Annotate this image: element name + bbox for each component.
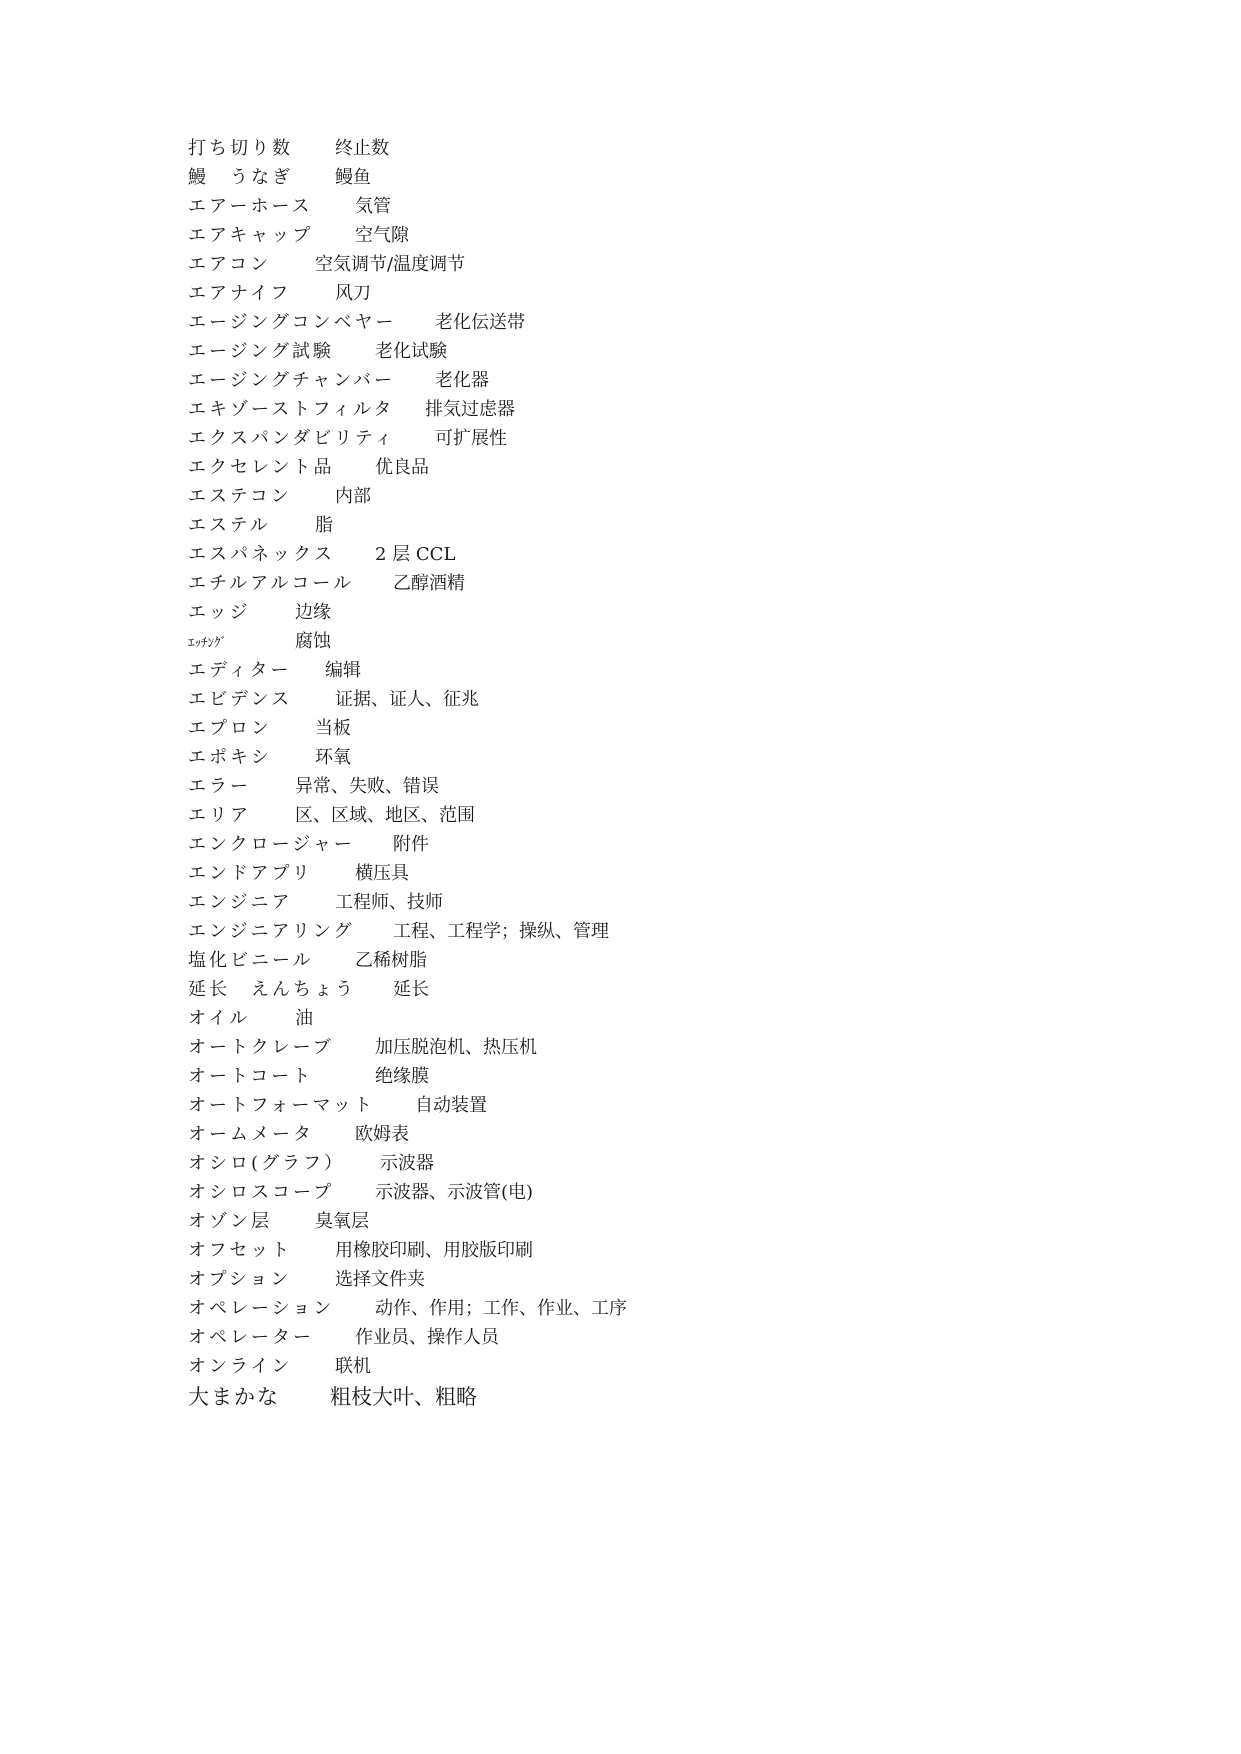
glossary-entry	[188, 1091, 487, 1121]
entry-term: オイル	[188, 1008, 251, 1029]
entry-term: オートコート	[188, 1066, 314, 1087]
entry-term: エージングチャンバー	[188, 370, 396, 391]
entry-term: オフセット	[188, 1240, 293, 1261]
entry-term: オシロ(グラフ）	[188, 1153, 346, 1174]
entry-term: ｴｯﾁﾝｸﾞ	[188, 636, 227, 651]
glossary-entry	[188, 482, 371, 512]
entry-term: 延长 えんちょう	[188, 979, 356, 1000]
glossary-entry	[188, 830, 429, 860]
entry-term: エリア	[188, 805, 251, 826]
entry-meaning: 空気调节/温度调节	[315, 254, 466, 275]
entry-term: エステコン	[188, 486, 292, 507]
entry-meaning: 脂	[315, 515, 333, 536]
glossary-entry	[188, 221, 409, 251]
entry-meaning: 环氧	[315, 747, 351, 768]
entry-meaning: 可扩展性	[435, 428, 507, 449]
entry-term: エキゾーストフィルタ	[188, 399, 395, 420]
glossary-entry	[188, 627, 331, 657]
glossary-entry	[188, 1352, 371, 1382]
glossary-entry	[188, 1236, 533, 1266]
entry-term: オートクレーブ	[188, 1037, 334, 1058]
glossary-entry	[188, 598, 331, 628]
glossary-entry	[188, 888, 443, 918]
glossary-entry	[188, 975, 429, 1005]
entry-meaning: 横压具	[355, 863, 409, 884]
entry-term: エスパネックス	[188, 544, 335, 565]
entry-term: エアーホース	[188, 196, 313, 217]
entry-meaning: 2 层 CCL	[375, 544, 456, 565]
glossary-entry	[188, 453, 429, 483]
glossary-entry	[188, 337, 447, 367]
entry-meaning: 优良品	[375, 457, 429, 478]
entry-meaning: 乙醇酒精	[393, 573, 465, 594]
glossary-entry	[188, 511, 333, 541]
entry-meaning: 风刀	[335, 283, 371, 304]
entry-meaning: 区、区域、地区、范围	[295, 805, 475, 826]
entry-meaning: 臭氧层	[315, 1211, 369, 1232]
entry-meaning: 老化伝送帯	[435, 312, 525, 333]
entry-term: オートフォーマット	[188, 1095, 375, 1116]
glossary-entry	[188, 1382, 477, 1412]
glossary-entry	[188, 308, 525, 338]
entry-meaning: 腐蚀	[295, 631, 331, 652]
entry-term: エポキシ	[188, 747, 272, 768]
glossary-entry	[188, 859, 409, 889]
glossary-entry	[188, 395, 515, 425]
entry-term: エステル	[188, 515, 271, 536]
entry-term: エンジニアリング	[188, 921, 355, 942]
entry-term: 鰻 うなぎ	[188, 167, 293, 188]
glossary-entry	[188, 1062, 429, 1092]
entry-meaning: 证据、证人、征兆	[335, 689, 479, 710]
entry-term: エクセレント品	[188, 457, 335, 478]
glossary-entry	[188, 569, 465, 599]
entry-meaning: 工程师、技师	[335, 892, 443, 913]
entry-term: オームメータ	[188, 1124, 314, 1145]
entry-meaning: 异常、失败、错误	[295, 776, 439, 797]
entry-term: 大まかな	[188, 1385, 280, 1409]
glossary-entry	[188, 1323, 499, 1353]
entry-term: エアキャップ	[188, 225, 314, 246]
glossary-entry	[188, 772, 439, 802]
entry-term: エプロン	[188, 718, 272, 739]
glossary-entry	[188, 801, 475, 831]
glossary-entry	[188, 1294, 627, 1324]
glossary-entry	[188, 1178, 534, 1208]
entry-meaning: 用橡胶印刷、用胶版印刷	[335, 1240, 533, 1261]
entry-term: 打ち切り数	[188, 138, 293, 159]
entry-meaning: 绝缘膜	[375, 1066, 429, 1087]
entry-meaning: 鳗鱼	[335, 167, 371, 188]
entry-meaning: 边缘	[295, 602, 331, 623]
entry-meaning: 选择文件夹	[335, 1269, 425, 1290]
entry-meaning: 欧姆表	[355, 1124, 409, 1145]
glossary-entry	[188, 1120, 409, 1150]
entry-meaning: 编辑	[325, 660, 361, 681]
entry-meaning: 当板	[315, 718, 351, 739]
entry-meaning: 动作、作用；工作、作业、工序	[375, 1298, 627, 1319]
entry-term: エチルアルコール	[188, 573, 355, 594]
entry-meaning: 示波器、示波管(电)	[375, 1182, 534, 1203]
entry-meaning: 老化器	[435, 370, 489, 391]
entry-term: エンジニア	[188, 892, 293, 913]
entry-term: オペレーター	[188, 1327, 314, 1348]
entry-meaning: 乙稀树脂	[355, 950, 427, 971]
entry-meaning: 自动装置	[415, 1095, 487, 1116]
entry-term: 塩化ビニール	[188, 950, 314, 971]
entry-term: エンクロージャー	[188, 834, 355, 855]
entry-meaning: 油	[295, 1008, 313, 1029]
entry-meaning: 工程、工程学；操纵、管理	[393, 921, 609, 942]
entry-term: オペレーション	[188, 1298, 335, 1319]
entry-term: エージングコンベヤー	[188, 312, 397, 333]
entry-meaning: 终止数	[335, 138, 389, 159]
glossary-entry	[188, 685, 479, 715]
entry-term: エアコン	[188, 254, 272, 275]
glossary-entry	[188, 134, 389, 164]
glossary-entry	[188, 1265, 425, 1295]
glossary-entry	[188, 917, 609, 947]
entry-term: エージング試験	[188, 341, 334, 362]
entry-term: エクスパンダビリティ	[188, 428, 396, 449]
entry-meaning: 延长	[393, 979, 429, 1000]
glossary-entry	[188, 279, 371, 309]
entry-term: オプション	[188, 1269, 292, 1290]
entry-term: エッジ	[188, 602, 251, 623]
entry-meaning: 内部	[335, 486, 371, 507]
entry-meaning: 示波器	[380, 1153, 434, 1174]
entry-meaning: 联机	[335, 1356, 371, 1377]
entry-meaning: 作业员、操作人员	[355, 1327, 499, 1348]
entry-term: オシロスコープ	[188, 1182, 335, 1203]
glossary-entry	[188, 1033, 537, 1063]
glossary-entry	[188, 250, 466, 280]
glossary-entry	[188, 192, 391, 222]
entry-term: エビデンス	[188, 689, 293, 710]
entry-term: オンライン	[188, 1356, 293, 1377]
entry-meaning: 気管	[355, 196, 391, 217]
glossary-entry	[188, 743, 351, 773]
entry-meaning: 附件	[393, 834, 429, 855]
glossary-entry	[188, 714, 351, 744]
glossary-entry	[188, 1207, 369, 1237]
entry-term: エラー	[188, 776, 251, 797]
entry-term: エディター	[188, 660, 292, 681]
glossary-entry	[188, 656, 361, 686]
entry-meaning: 空气隙	[355, 225, 409, 246]
entry-meaning: 排気过虑器	[425, 399, 515, 420]
glossary-entry	[188, 424, 507, 454]
glossary-entry	[188, 540, 456, 570]
glossary-entry	[188, 1149, 434, 1179]
entry-meaning: 加压脱泡机、热压机	[375, 1037, 537, 1058]
glossary-entry	[188, 366, 489, 396]
glossary-entry	[188, 1004, 313, 1034]
entry-term: エアナイフ	[188, 283, 292, 304]
entry-meaning: 粗枝大叶、粗略	[330, 1385, 477, 1409]
glossary-entry	[188, 163, 371, 193]
entry-meaning: 老化试験	[375, 341, 447, 362]
entry-term: エンドアプリ	[188, 863, 313, 884]
glossary-entry	[188, 946, 427, 976]
entry-term: オゾン层	[188, 1211, 272, 1232]
